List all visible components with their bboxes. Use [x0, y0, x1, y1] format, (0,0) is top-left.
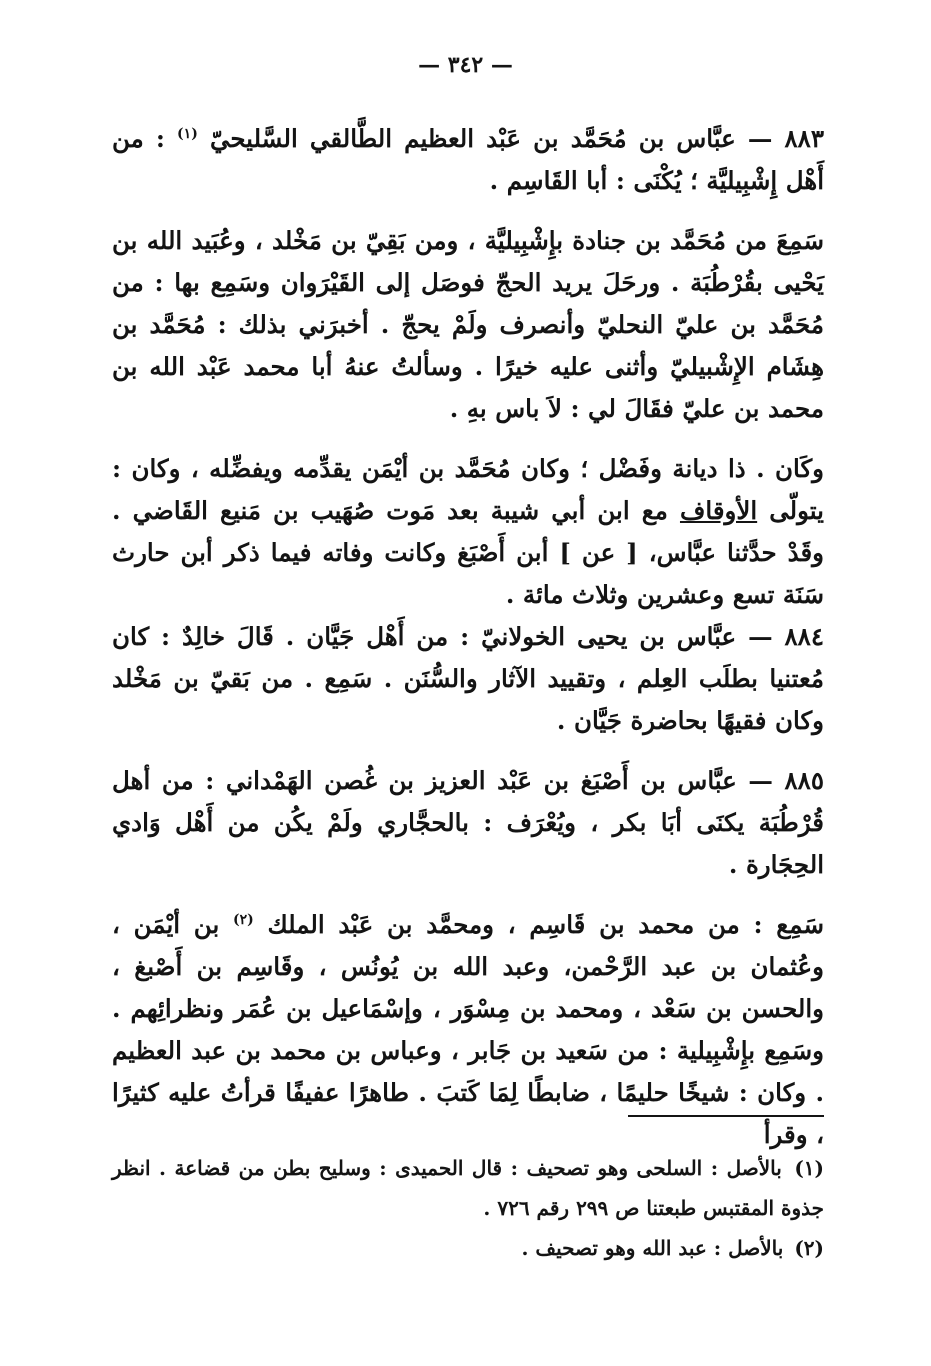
footnote-number: (٢) [794, 1236, 824, 1260]
text-run: ٨٨٥ — عبَّاس بن أَصْبَغ بن عَبْد العزيز بن غُصن الهَمْداني : من أهل قُرْطُبَة يكنَى أبَا بكر ، ويُعْرَف : بالحجَّاري ولَمْ يكُن من أَهْل وَادي الحِجَارة . [112, 766, 824, 879]
text-run: بن أيْمَن ، وعُثمان بن عبد الرَّحْمن، وعبد الله بن يُونُس ، وقَاسِم بن أَصْبغ ، والحسن بن سَعْد ، ومحمد بن مِسْوَر ، وإسْمَاعيل بن عُمَر ونظرائِهم . وسَمِع بإِشْبِيلية : من سَعيد بن جَابر ، وعباس بن محمد بن عبد العظيم . وكان : شيخًا حليمًا ، ضابطًا لِمَا كَتبَ . طاهرًا عفيفًا قرأتُ عليه كثيرًا ، وقرأ [112, 910, 824, 1149]
footnote-reference: (١) [177, 125, 198, 142]
footnote-number: (١) [794, 1156, 824, 1180]
entry-paragraph [112, 760, 824, 886]
entry-paragraph [112, 118, 824, 202]
text-run: ٨٨٣ — عبَّاس بن مُحَمَّد بن عَبْد العظيم الطَّالقي السَّليحيّ [197, 124, 824, 153]
entry-paragraph [112, 904, 824, 1156]
entry-paragraph [112, 616, 824, 742]
text-run: سَمِع : من محمد بن قَاسِم ، ومحمَّد بن عَبْد الملك [253, 910, 824, 939]
entry-paragraph [112, 220, 824, 430]
text-run: : من أَهْل إِشْبِيليَّة ؛ يُكْنَى : أبا القَاسِم . [112, 124, 824, 195]
footnote-divider [628, 1115, 824, 1117]
footnotes [112, 1148, 824, 1268]
text-run: سَمِعَ من مُحَمَّد بن جنادة بإِشْبِيليَّة ، ومن بَقِيّ بن مَخْلد ، وعُبَيد الله بن يَحْيى بقُرْطُبَة . ورحَلَ يريد الحجّ فوصَل إلى القَيْرَوان وسَمِع بها : من مُحَمَّد بن عليّ النحليّ وأنصرف ولَمْ يحجّ . أخبرَني بذلك : مُحَمَّد بن هِشَام الإِشْبيليّ وأثنى عليه خيرًا . وسألتُ عنهُ أبا محمد عَبْد الله بن محمد بن عليّ فقَالَ لي : لاَ باس بهِ . [112, 226, 824, 423]
text-run: وكَان . ذا ديانة وفَضْل ؛ وكان مُحَمَّد بن أيْمَن يقدِّمه ويفضِّله ، وكان : يتولّى [112, 454, 824, 525]
underlined-word: الأوقاف [679, 496, 758, 525]
entry-paragraph [112, 448, 824, 616]
text-run: مع ابن أبي شيبة بعد مَوت صُهَيب بن مَنيع القَاضي . وقَدْ حدَّثنا عبَّاس، [ عن ] أبن أَصْبَغ وكانت وفاته فيما ذكر أبن حارث سَنَة تسع وعشرين وثلاث مائة . [112, 496, 824, 609]
footnote-reference: (٢) [233, 911, 254, 928]
footnote-1 [112, 1148, 824, 1228]
footnote-text: بالأصل : السلحى وهو تصحيف : قال الحميدى : وسليح بطن من قضاعة . انظر جذوة المقتبس طبعتنا ص ٢٩٩ رقم ٧٢٦ . [112, 1156, 824, 1220]
footnote-2 [112, 1228, 824, 1268]
footnote-text: بالأصل : عبد الله وهو تصحيف . [521, 1236, 784, 1260]
main-text [112, 118, 824, 1156]
text-run: ٨٨٤ — عبَّاس بن يحيى الخولانيّ : من أَهْل جَيَّان . قَالَ خالِدٌ : كان مُعتنيا بطلَب العِلم ، وتقييد الآثار والسُّنَن . سَمِع . من بَقيّ بن مَخْلد وكان فقيهًا بحاضرة جَيَّان . [112, 622, 824, 735]
page-number: — ٣٤٢ — [418, 52, 513, 78]
